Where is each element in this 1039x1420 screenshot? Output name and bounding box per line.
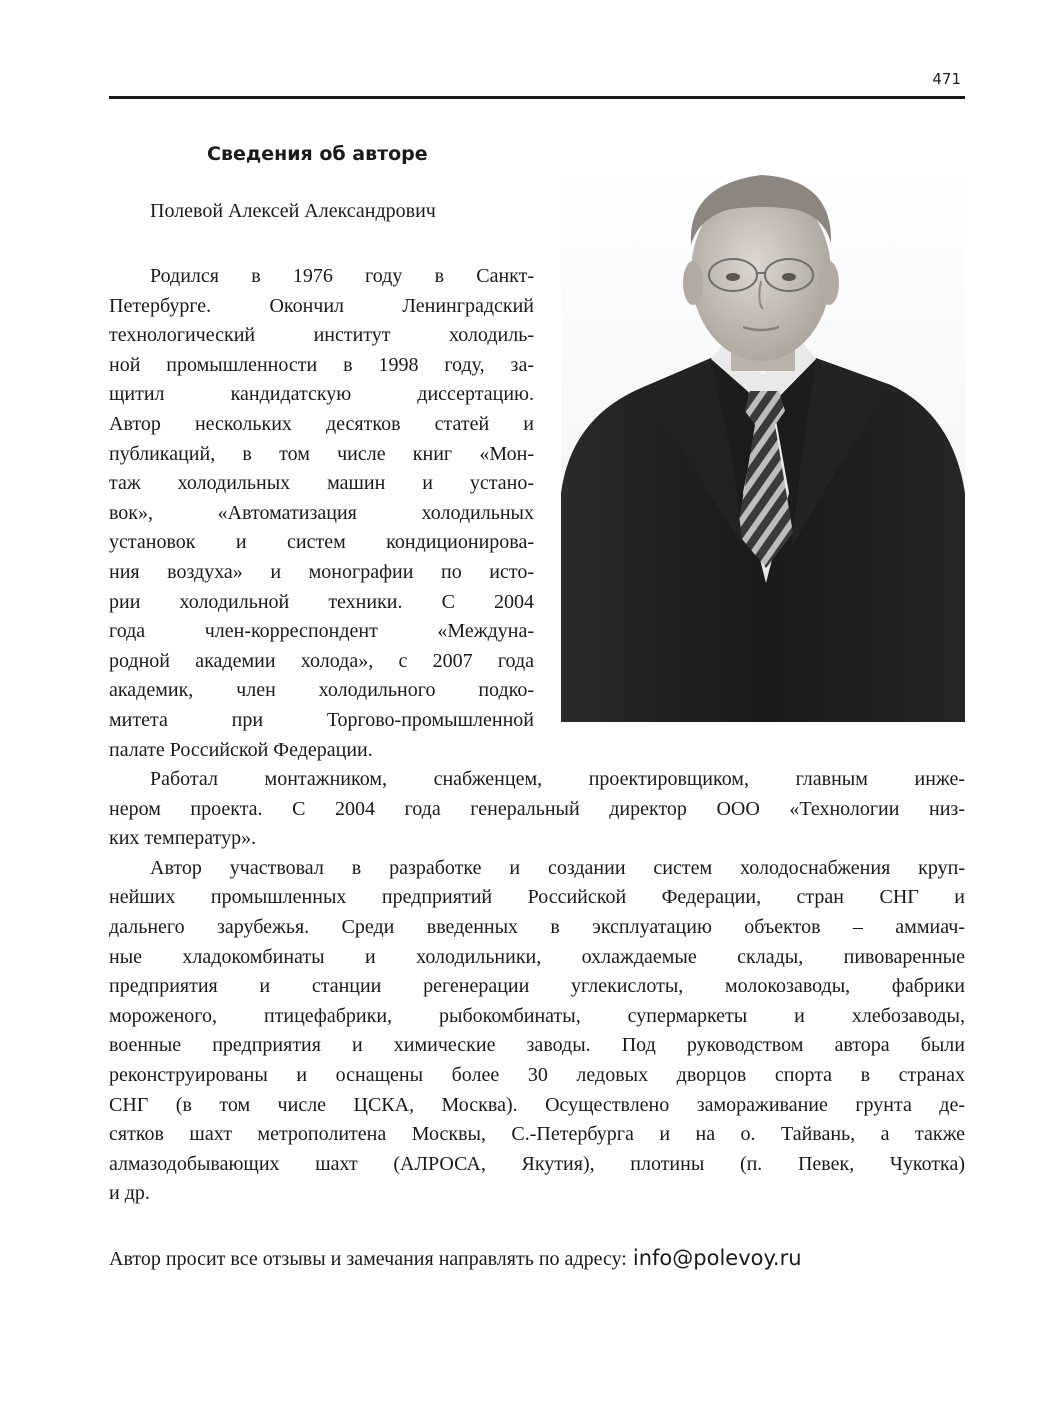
section-title: Сведения об авторе	[207, 143, 428, 165]
contact-note-text: Автор просит все отзывы и замечания направлять по адресу:	[109, 1248, 627, 1270]
text-line: сятков шахт метрополитена Москвы, С.-Петербурга и на о. Тайвань, а также	[109, 1123, 965, 1146]
text-line: года член-корреспондент «Междуна-	[109, 620, 534, 643]
page-number: 471	[932, 70, 961, 88]
text-line: нейших промышленных предприятий Российской Федерации, стран СНГ и	[109, 886, 965, 909]
text-line: академик, член холодильного подко-	[109, 679, 534, 702]
author-name: Полевой Алексей Александрович	[150, 200, 436, 222]
text-line: предприятия и станции регенерации углекислоты, молокозаводы, фабрики	[109, 975, 965, 998]
text-line: и др.	[109, 1182, 150, 1205]
text-line: вок», «Автоматизация холодильных	[109, 501, 534, 524]
text-line: Работал монтажником, снабженцем, проектировщиком, главным инже-	[150, 768, 965, 791]
text-line: Родился в 1976 году в Санкт-	[150, 265, 534, 287]
text-line: военные предприятия и химические заводы. Под руководством автора были	[109, 1034, 965, 1057]
text-line: Петербурге. Окончил Ленинградский	[109, 294, 534, 317]
text-line: алмазодобывающих шахт (АЛРОСА, Якутия), плотины (п. Певек, Чукотка)	[109, 1152, 965, 1175]
contact-note	[109, 1246, 802, 1271]
text-line: таж холодильных машин и устано-	[109, 472, 534, 495]
text-line: рии холодильной техники. С 2004	[109, 590, 534, 613]
text-line: ные хладокомбинаты и холодильники, охлаждаемые склады, пивоваренные	[109, 945, 965, 968]
text-line: СНГ (в том числе ЦСКА, Москва). Осуществлено замораживание грунта де-	[109, 1093, 965, 1116]
text-line: реконструированы и оснащены более 30 ледовых дворцов спорта в странах	[109, 1064, 965, 1087]
text-line: Автор нескольких десятков статей и	[109, 412, 534, 435]
text-line: нером проекта. С 2004 года генеральный директор ООО «Технологии низ-	[109, 797, 965, 820]
text-line: ких температур».	[109, 827, 257, 850]
text-line: родной академии холода», с 2007 года	[109, 649, 534, 672]
text-line: палате Российской Федерации.	[109, 738, 373, 761]
contact-email: info@polevoy.ru	[632, 1246, 802, 1270]
text-line: технологический институт холодиль-	[109, 324, 534, 347]
text-line: митета при Торгово-промышленной	[109, 708, 534, 731]
header-rule	[109, 96, 965, 99]
text-line: ной промышленности в 1998 году, за-	[109, 353, 534, 376]
text-line: мороженого, птицефабрики, рыбокомбинаты, супермаркеты и хлебозаводы,	[109, 1004, 965, 1027]
biography-text	[109, 262, 965, 1209]
text-line: установок и систем кондиционирова-	[109, 531, 534, 554]
text-line: Автор участвовал в разработке и создании систем холодоснабжения круп-	[150, 856, 965, 879]
text-line: щитил кандидатскую диссертацию.	[109, 383, 534, 406]
text-line: ния воздуха» и монографии по исто-	[109, 560, 534, 583]
text-line: дальнего зарубежья. Среди введенных в эксплуатацию объектов – аммиач-	[109, 916, 965, 939]
text-line: публикаций, в том числе книг «Мон-	[109, 442, 534, 465]
